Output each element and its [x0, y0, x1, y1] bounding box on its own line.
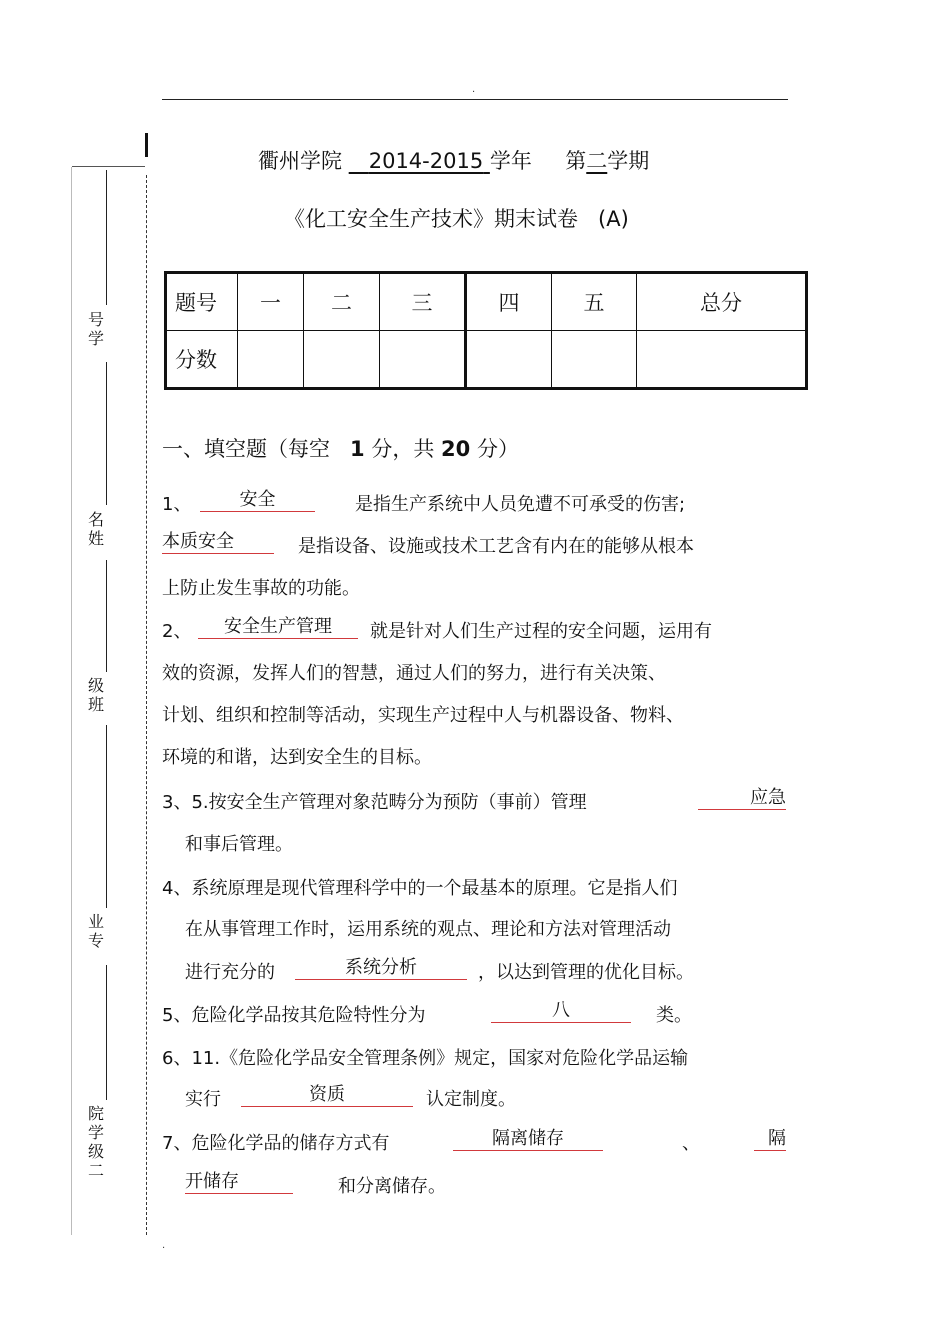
score-cell-total[interactable] — [637, 331, 807, 389]
exam-version: (A) — [598, 207, 629, 231]
section-heading: 一、填空题（每空 1 分，共 20 分） — [162, 437, 519, 461]
score-header-cell: 总分 — [637, 273, 807, 331]
score-table-header-row — [166, 273, 807, 331]
q2-number: 2、 — [162, 621, 192, 642]
sidebar-label-name: 名姓 — [87, 510, 104, 548]
score-cell[interactable] — [238, 331, 304, 389]
term-suffix: 学期 — [607, 149, 650, 173]
margin-left-rule — [71, 167, 72, 1235]
score-header-cell: 五 — [552, 273, 637, 331]
term-prefix: 第 — [565, 149, 587, 173]
q2-text-1: 就是针对人们生产过程的安全问题，运用有 — [370, 621, 712, 642]
score-cell[interactable] — [304, 331, 380, 389]
q4-text-2: 在从事管理工作时，运用系统的观点、理论和方法对管理活动 — [185, 919, 671, 940]
sidebar-label-student-id: 号学 — [87, 310, 104, 348]
sidebar-line — [106, 725, 107, 908]
q2-text-2: 效的资源，发挥人们的智慧，通过人们的努力，进行有关决策、 — [162, 663, 666, 684]
score-table — [164, 271, 808, 390]
q4-text-4: ，以达到管理的优化目标。 — [478, 962, 694, 983]
sidebar-label-major: 业专 — [87, 912, 104, 950]
school-name: 衢州学院 — [258, 149, 342, 173]
exam-header — [258, 145, 649, 175]
margin-top-rule — [72, 166, 145, 167]
sidebar-label-class: 级班 — [87, 676, 104, 714]
q1-number: 1、 — [162, 494, 192, 515]
sidebar-line — [106, 362, 107, 505]
q3-text-1: 3、5.按安全生产管理对象范畴分为预防（事前）管理 — [162, 792, 587, 813]
q7-text-2: 和分离储存。 — [338, 1176, 446, 1197]
q6-text-2: 实行 — [185, 1089, 221, 1110]
q1-answer-2: 本质安全 — [162, 531, 274, 554]
score-header-cell: 题号 — [166, 273, 238, 331]
q4-text-1: 4、系统原理是现代管理科学中的一个最基本的原理。它是指人们 — [162, 878, 678, 899]
year-suffix: 学年 — [489, 149, 532, 173]
q7-text-1: 7、危险化学品的储存方式有 — [162, 1133, 390, 1154]
q3-answer: 应急 — [698, 787, 786, 810]
score-header-cell: 四 — [466, 273, 552, 331]
q1-text-3: 上防止发生事故的功能。 — [162, 578, 360, 599]
header-dot: . — [472, 84, 476, 95]
q2-answer: 安全生产管理 — [198, 616, 358, 639]
q3-text-2: 和事后管理。 — [185, 834, 293, 855]
q7-answer-2b: 开储存 — [185, 1171, 293, 1194]
sidebar-line — [106, 170, 107, 305]
q4-text-3: 进行充分的 — [185, 962, 275, 983]
q4-answer: 系统分析 — [295, 957, 467, 980]
course-title: 《化工安全生产技术》期末试卷 — [284, 207, 578, 231]
binding-dashed-line — [146, 175, 147, 1235]
q7-answer-2a: 隔 — [754, 1128, 786, 1151]
binding-mark — [145, 133, 148, 157]
top-rule — [162, 99, 788, 100]
sidebar-line — [106, 560, 107, 672]
score-table-score-row — [166, 331, 807, 389]
q6-text-3: 认定制度。 — [426, 1089, 516, 1110]
score-row-label: 分数 — [166, 331, 238, 389]
exam-title — [284, 203, 629, 233]
q2-text-4: 环境的和谐，达到安全生的目标。 — [162, 747, 432, 768]
q5-text-1: 5、危险化学品按其危险特性分为 — [162, 1005, 426, 1026]
q7-answer-1: 隔离储存 — [453, 1128, 603, 1151]
score-cell[interactable] — [380, 331, 466, 389]
score-cell[interactable] — [466, 331, 552, 389]
q7-separator: 、 — [682, 1133, 700, 1154]
footer-dot: . — [162, 1240, 166, 1251]
score-cell[interactable] — [552, 331, 637, 389]
term-number: 二 — [586, 149, 608, 173]
score-header-cell: 三 — [380, 273, 466, 331]
sidebar-line — [106, 965, 107, 1100]
sidebar-label-college: 院学级二 — [87, 1104, 104, 1180]
q1-text-1: 是指生产系统中人员免遭不可承受的伤害; — [355, 494, 686, 515]
q1-text-2: 是指设备、设施或技术工艺含有内在的能够从根本 — [298, 536, 694, 557]
q5-text-2: 类。 — [656, 1005, 692, 1026]
q5-answer: 八 — [491, 1000, 631, 1023]
q6-answer: 资质 — [241, 1084, 413, 1107]
score-header-cell: 二 — [304, 273, 380, 331]
q2-text-3: 计划、组织和控制等活动，实现生产过程中人与机器设备、物料、 — [162, 705, 684, 726]
q1-answer-1: 安全 — [200, 489, 315, 512]
score-header-cell: 一 — [238, 273, 304, 331]
q6-text-1: 6、11.《危险化学品安全管理条例》规定，国家对危险化学品运输 — [162, 1048, 689, 1069]
academic-year: 2014-2015 — [368, 149, 484, 173]
